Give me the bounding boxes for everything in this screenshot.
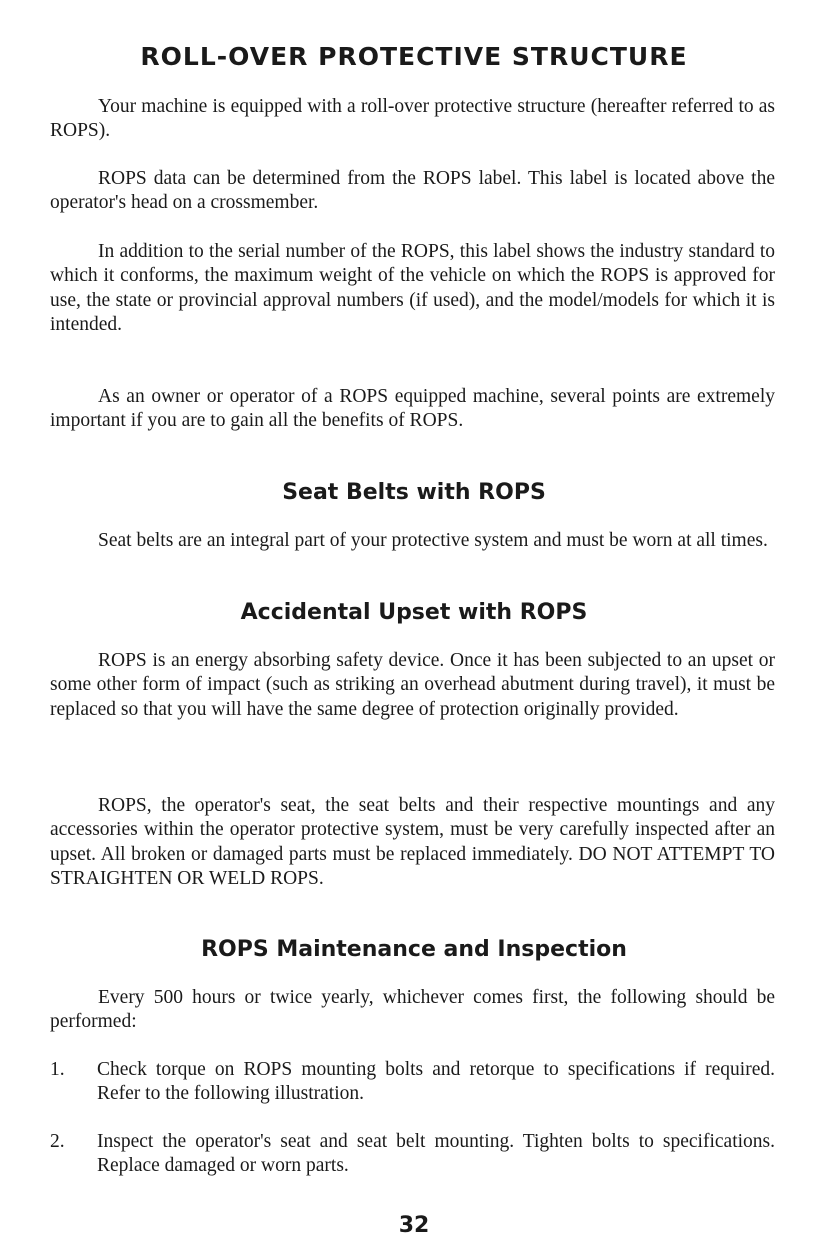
intro-paragraph-2: ROPS data can be determined from the ROPS label. This label is located above the operator's head on a crossmember. xyxy=(50,168,775,214)
list-item-number: 1. xyxy=(50,1059,65,1080)
intro-paragraph-4: As an owner or operator of a ROPS equipped machine, several points are extremely important if you are to gain all the benefits of ROPS. xyxy=(50,386,775,432)
list-item xyxy=(50,1058,775,1107)
accidental-upset-paragraph-2: ROPS, the operator's seat, the seat belts and their respective mountings and any accessories within the operator protective system, must be very carefully inspected after an upset. All broken or damaged parts must be replaced immediately. DO NOT ATTEMPT TO STRAIGHTEN OR WELD ROPS. xyxy=(50,795,775,889)
seat-belts-paragraph: Seat belts are an integral part of your protective system and must be worn at all times. xyxy=(98,530,768,551)
accidental-upset-heading: Accidental Upset with ROPS xyxy=(240,600,588,625)
page-number: 32 xyxy=(398,1213,430,1238)
maintenance-paragraph: Every 500 hours or twice yearly, whichever comes first, the following should be performed: xyxy=(50,987,775,1033)
intro-paragraph-1: Your machine is equipped with a roll-over protective structure (hereafter referred to as ROPS). xyxy=(50,96,775,142)
maintenance-heading: ROPS Maintenance and Inspection xyxy=(201,937,627,962)
page-title: ROLL-OVER PROTECTIVE STRUCTURE xyxy=(140,42,688,71)
list-item xyxy=(50,1130,775,1179)
list-item-text: Inspect the operator's seat and seat belt mounting. Tighten bolts to specifications. Replace damaged or worn parts. xyxy=(97,1131,775,1177)
seat-belts-heading: Seat Belts with ROPS xyxy=(282,480,546,505)
list-item-text: Check torque on ROPS mounting bolts and retorque to specifications if required. Refer to the following illustration. xyxy=(97,1059,775,1105)
accidental-upset-paragraph-1: ROPS is an energy absorbing safety device. Once it has been subjected to an upset or some other form of impact (such as striking an overhead abutment during travel), it must be replaced so that you will have the same degree of protection originally provided. xyxy=(50,650,775,720)
list-item-number: 2. xyxy=(50,1131,65,1152)
intro-paragraph-3: In addition to the serial number of the ROPS, this label shows the industry standard to which it conforms, the maximum weight of the vehicle on which the ROPS is approved for use, the state or provincial approval numbers (if used), and the model/models for which it is intended. xyxy=(50,241,775,335)
